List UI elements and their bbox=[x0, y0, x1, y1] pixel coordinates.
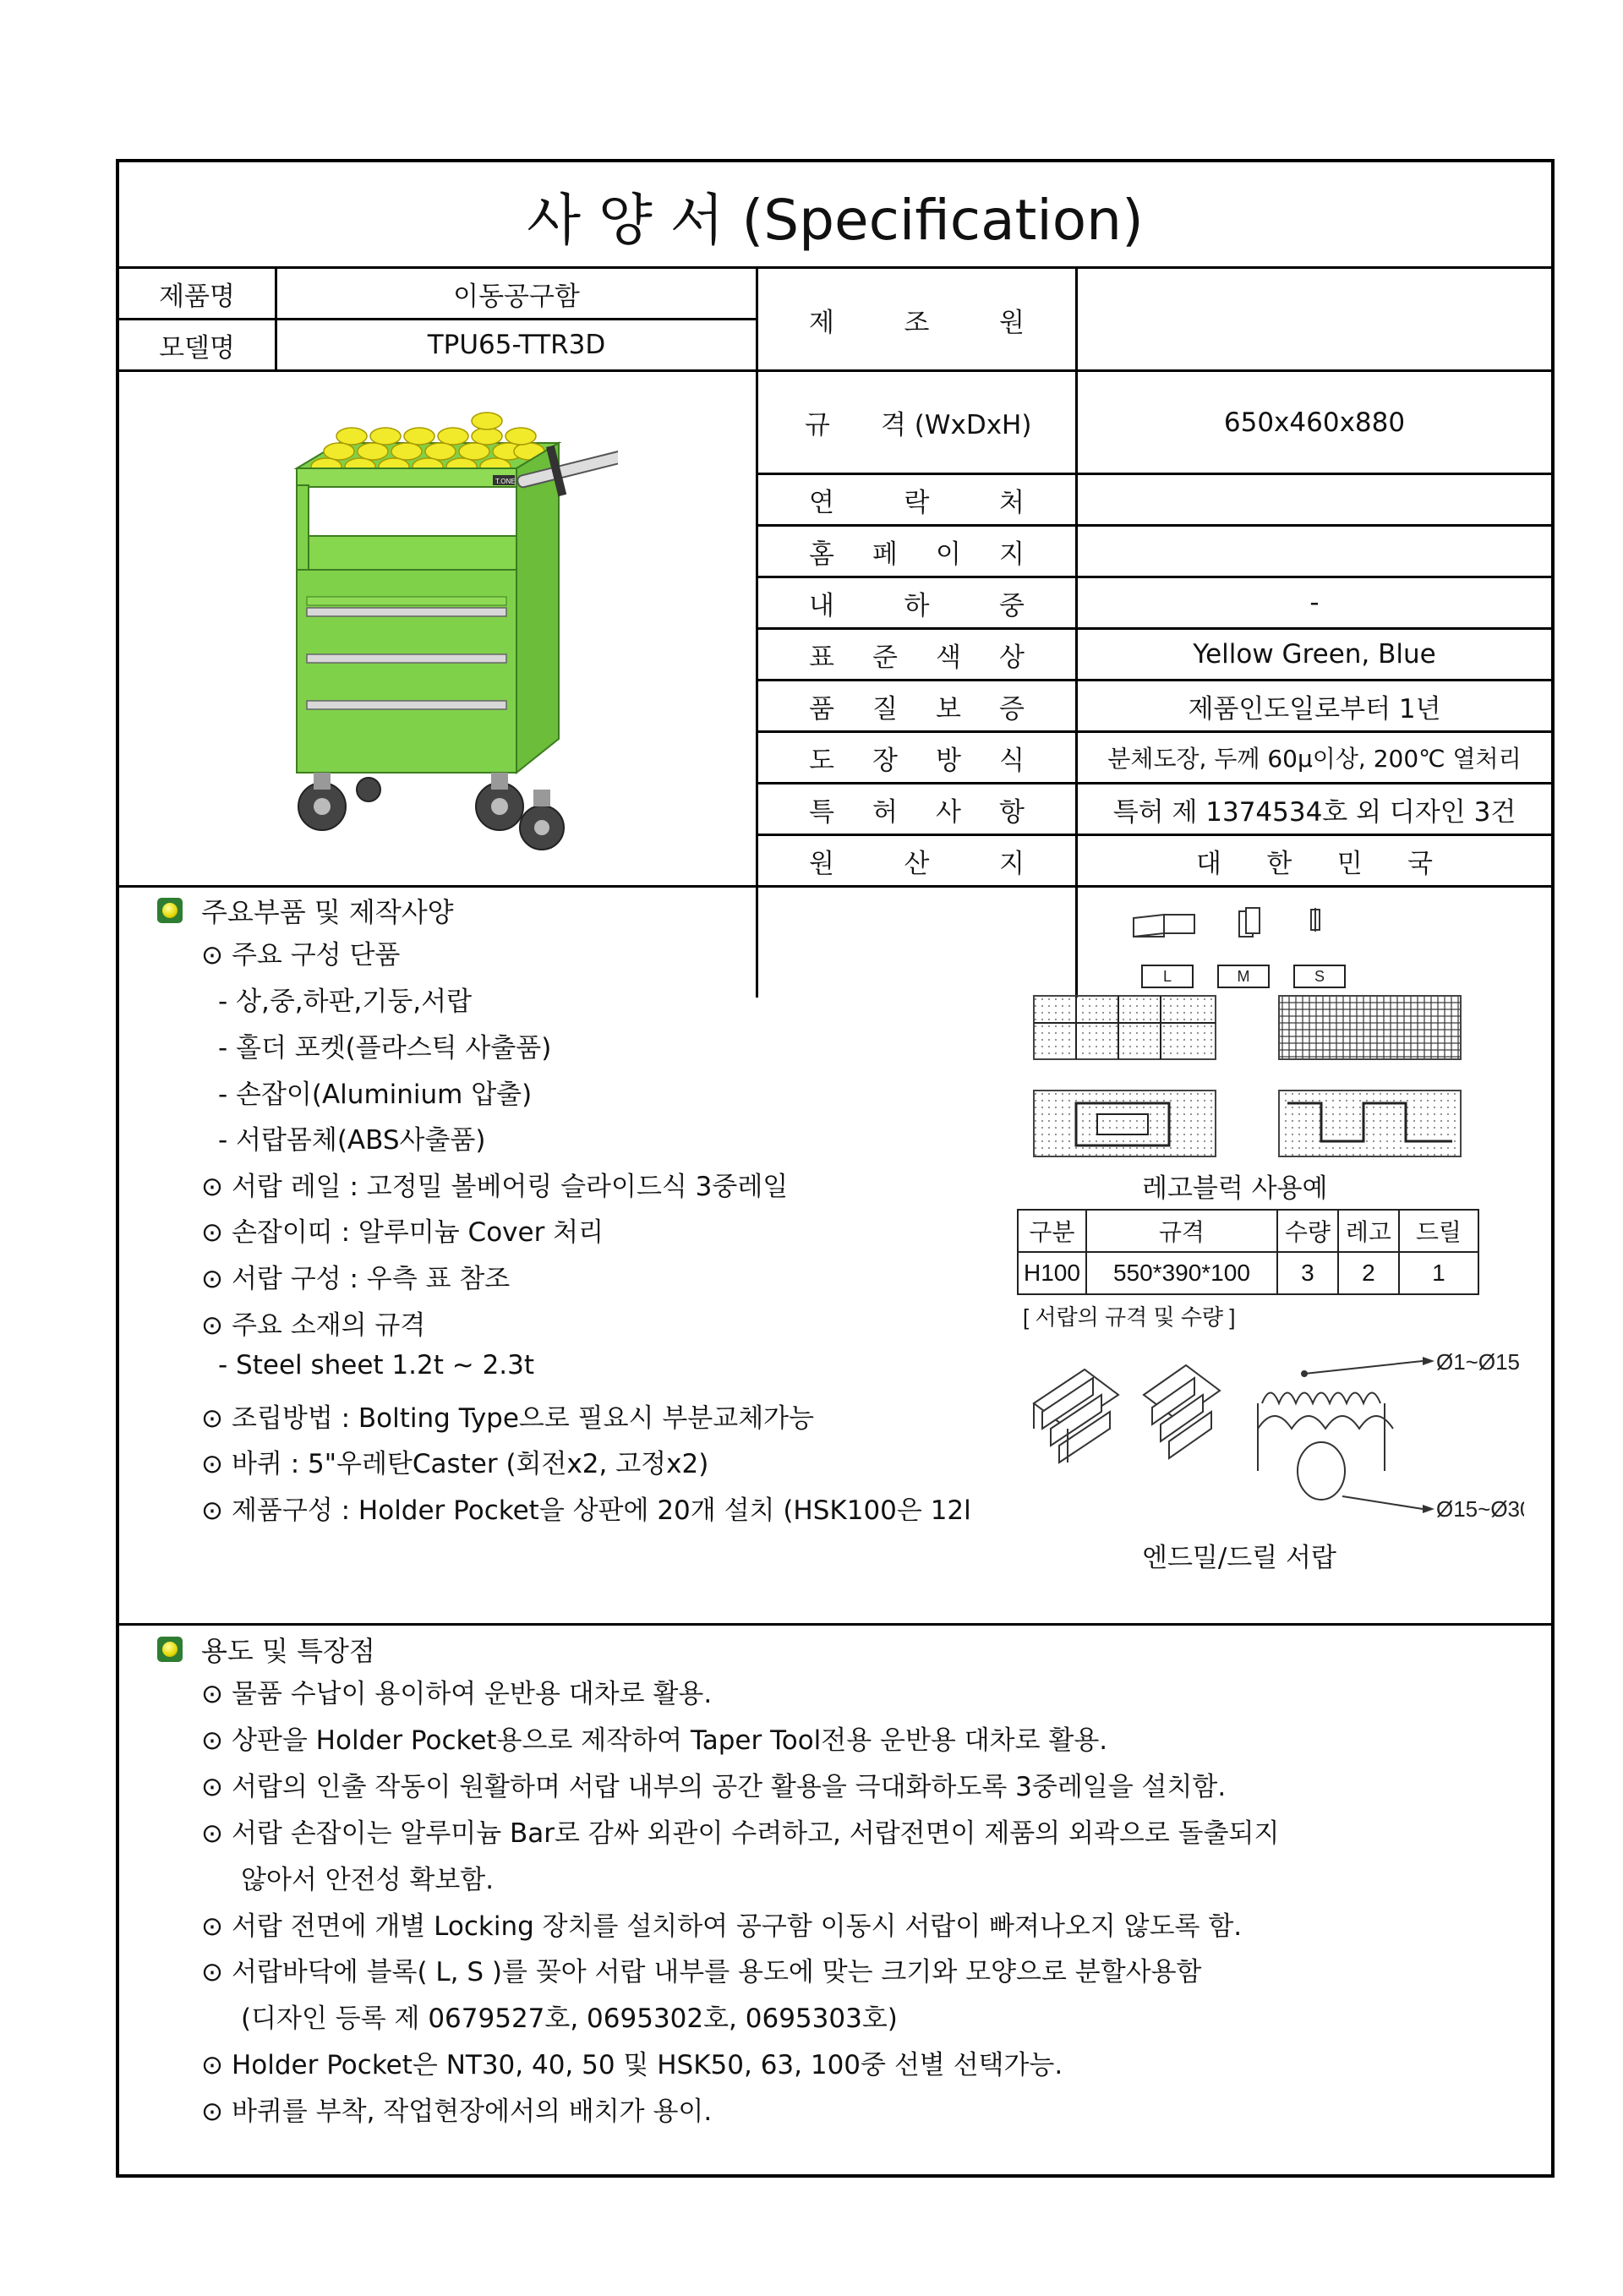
line-text: - Steel sheet 1.2t ~ 2.3t bbox=[218, 1350, 535, 1380]
divider bbox=[119, 318, 756, 320]
label-char: 처 bbox=[999, 487, 1025, 518]
label-char: 품 bbox=[809, 693, 834, 724]
line-text: 서랍 레일 : 고정밀 볼베어링 슬라이드식 3중레일 bbox=[231, 1172, 789, 1202]
feature-line bbox=[201, 1905, 1242, 1943]
bullet-square-icon bbox=[157, 898, 183, 923]
label-char: 지 bbox=[999, 538, 1025, 570]
line-text: - 서랍몸체(ABS사출품) bbox=[218, 1125, 486, 1156]
spec-line bbox=[218, 1073, 532, 1111]
spec-value-contact bbox=[1078, 475, 1551, 524]
spec-label-color bbox=[758, 630, 1075, 679]
feature-line bbox=[201, 1719, 1107, 1757]
model-value: TPU65-TTR3D bbox=[427, 330, 606, 360]
circle-dot-icon: ⊙ bbox=[201, 1403, 223, 1434]
spec-line bbox=[201, 1257, 510, 1295]
table-cell: 3 bbox=[1277, 1252, 1338, 1294]
spec-label-patent bbox=[758, 784, 1075, 834]
label-char: 색 bbox=[936, 642, 961, 673]
label-char: 이 bbox=[936, 538, 961, 570]
feature-line bbox=[241, 1858, 494, 1896]
feature-line bbox=[201, 1812, 1279, 1850]
line-text: 서랍의 인출 작동이 원활하며 서랍 내부의 공간 활용을 극대화하도록 3중레일을 설치함. bbox=[231, 1772, 1227, 1802]
circle-dot-icon: ⊙ bbox=[201, 1725, 223, 1756]
label-char: 하 bbox=[904, 590, 930, 621]
spec-line bbox=[201, 1442, 708, 1480]
drill-size-large: Ø15~Ø30 bbox=[1436, 1496, 1524, 1522]
spec-value-coating: 분체도장, 두께 60μ이상, 200℃ 열처리 bbox=[1107, 745, 1522, 773]
label-char: 지 bbox=[999, 848, 1025, 879]
label-char: 격 (WxDxH) bbox=[880, 410, 1032, 440]
circle-dot-icon: ⊙ bbox=[201, 1310, 223, 1341]
label-char: 사 bbox=[936, 796, 961, 828]
lego-caption: 레고블럭 사용예 bbox=[1142, 1173, 1328, 1204]
manufacturer-label bbox=[758, 269, 1075, 371]
tool-cart-illustration bbox=[263, 401, 618, 857]
label-char: 증 bbox=[999, 693, 1025, 724]
value-char: 한 bbox=[1266, 848, 1292, 879]
label-char: 내 bbox=[809, 590, 834, 621]
endmill-caption: 엔드밀/드릴 서랍 bbox=[1142, 1543, 1336, 1573]
model-label: 모델명 bbox=[159, 332, 235, 364]
section1-title: 주요부품 및 제작사양 bbox=[201, 896, 454, 928]
line-text: 제품구성 : Holder Pocket을 상판에 20개 설치 (HSK100은 12l bbox=[231, 1495, 971, 1526]
spec-value-warranty: 제품인도일로부터 1년 bbox=[1188, 693, 1441, 724]
label-char: 홈 bbox=[809, 538, 834, 570]
spec-label-coating bbox=[758, 733, 1075, 782]
label-char: 조 bbox=[904, 308, 930, 338]
label-char: 중 bbox=[999, 590, 1025, 621]
block-label-l: L bbox=[1162, 968, 1172, 985]
line-text: 서랍 전면에 개별 Locking 장치를 설치하여 공구함 이동시 서랍이 빠져나오지 않도록 함. bbox=[231, 1911, 1243, 1942]
line-text: 바퀴 : 5"우레탄Caster (회전x2, 고정x2) bbox=[231, 1449, 709, 1479]
feature-line bbox=[201, 1765, 1226, 1803]
label-char: 페 bbox=[872, 538, 898, 570]
spec-line bbox=[201, 1397, 814, 1435]
line-text: 바퀴를 부착, 작업현장에서의 배치가 용이. bbox=[231, 2096, 713, 2127]
lego-grid-examples bbox=[1025, 989, 1473, 1162]
spec-value-load: - bbox=[1309, 588, 1320, 618]
label-char: 산 bbox=[904, 848, 930, 879]
label-char: 장 bbox=[872, 745, 898, 776]
circle-dot-icon: ⊙ bbox=[201, 1957, 223, 1987]
label-char: 도 bbox=[809, 745, 834, 776]
manufacturer-value bbox=[1078, 269, 1551, 371]
block-label-s: S bbox=[1314, 968, 1325, 985]
value-char: 민 bbox=[1336, 848, 1363, 879]
spec-line bbox=[218, 980, 472, 1018]
line-text: Holder Pocket은 NT30, 40, 50 및 HSK50, 63, 100중 선별 선택가능. bbox=[231, 2050, 1063, 2080]
spec-value-color: Yellow Green, Blue bbox=[1193, 639, 1436, 670]
spec-label-origin bbox=[758, 836, 1075, 885]
line-text: 주요 구성 단품 bbox=[231, 940, 401, 970]
spec-label-load bbox=[758, 578, 1075, 627]
label-char: 준 bbox=[872, 642, 898, 673]
line-text: 않아서 안전성 확보함. bbox=[241, 1865, 495, 1895]
label-char: 표 bbox=[809, 642, 834, 673]
circle-dot-icon: ⊙ bbox=[201, 1172, 223, 1202]
section2-title: 용도 및 특장점 bbox=[201, 1635, 375, 1667]
table-header: 드릴 bbox=[1399, 1210, 1478, 1252]
circle-dot-icon: ⊙ bbox=[201, 1911, 223, 1942]
product-name-label: 제품명 bbox=[159, 281, 235, 312]
table-header: 규격 bbox=[1086, 1210, 1277, 1252]
line-text: - 손잡이(Aluminium 압출) bbox=[218, 1080, 533, 1110]
table-header: 레고 bbox=[1338, 1210, 1399, 1252]
feature-line bbox=[241, 1997, 898, 2035]
circle-dot-icon: ⊙ bbox=[201, 2096, 223, 2127]
label-char: 항 bbox=[999, 796, 1025, 828]
table-row bbox=[1018, 1252, 1478, 1294]
spec-line bbox=[218, 1118, 485, 1156]
label-char: 규 bbox=[805, 410, 830, 440]
line-text: 서랍 구성 : 우측 표 참조 bbox=[231, 1264, 511, 1294]
drill-size-small: Ø1~Ø15 bbox=[1436, 1349, 1521, 1375]
circle-dot-icon: ⊙ bbox=[201, 1818, 223, 1849]
label-char: 상 bbox=[999, 642, 1025, 673]
label-char: 원 bbox=[999, 308, 1025, 338]
spec-value-size: 650x460x880 bbox=[1223, 407, 1406, 438]
circle-dot-icon: ⊙ bbox=[201, 1772, 223, 1802]
section1-heading bbox=[157, 889, 454, 932]
table-header: 구분 bbox=[1018, 1210, 1086, 1252]
spec-line bbox=[218, 1350, 534, 1380]
line-text: 상판을 Holder Pocket용으로 제작하여 Taper Tool전용 운반용 대차로 활용. bbox=[231, 1725, 1108, 1756]
label-char: 질 bbox=[872, 693, 898, 724]
endmill-drill-illustration bbox=[1017, 1327, 1524, 1530]
bullet-square-icon bbox=[157, 1637, 183, 1662]
feature-line bbox=[201, 1950, 1202, 1988]
circle-dot-icon: ⊙ bbox=[201, 1264, 223, 1294]
label-char: 보 bbox=[936, 693, 961, 724]
spec-line bbox=[201, 1165, 788, 1203]
spec-value-origin bbox=[1078, 836, 1551, 885]
drill-holder-icons bbox=[1017, 1327, 1524, 1530]
spec-sheet-frame bbox=[116, 159, 1555, 2178]
spec-label-homepage bbox=[758, 527, 1075, 576]
section-divider bbox=[119, 885, 1551, 888]
table-cell: 550*390*100 bbox=[1086, 1252, 1277, 1294]
value-char: 국 bbox=[1407, 848, 1433, 879]
label-char: 허 bbox=[872, 796, 898, 828]
page-title: 사 양 서 (Specification) bbox=[527, 188, 1144, 253]
label-char: 락 bbox=[904, 487, 930, 518]
label-char: 원 bbox=[809, 848, 834, 879]
spec-value-homepage bbox=[1078, 527, 1551, 576]
spec-line bbox=[201, 933, 400, 971]
drawer-spec-table bbox=[1017, 1209, 1479, 1336]
line-text: 손잡이띠 : 알루미늄 Cover 처리 bbox=[231, 1217, 604, 1248]
label-char: 방 bbox=[936, 745, 961, 776]
spec-line bbox=[201, 1211, 604, 1249]
product-name-value: 이동공구함 bbox=[453, 281, 580, 312]
spec-label-warranty bbox=[758, 681, 1075, 730]
circle-dot-icon: ⊙ bbox=[201, 1495, 223, 1526]
spec-label-contact bbox=[758, 475, 1075, 524]
table-header: 수량 bbox=[1277, 1210, 1338, 1252]
circle-dot-icon: ⊙ bbox=[201, 1449, 223, 1479]
section2-heading bbox=[157, 1628, 375, 1670]
lego-block-icons bbox=[1125, 898, 1480, 991]
line-text: 서랍바닥에 블록( L, S )를 꽂아 서랍 내부를 용도에 맞는 크기와 모양으로 분할사용함 bbox=[231, 1957, 1202, 1987]
block-illustration bbox=[1125, 898, 1480, 991]
table-cell: H100 bbox=[1018, 1252, 1086, 1294]
line-text: (디자인 등록 제 0679527호, 0695302호, 0695303호) bbox=[241, 2004, 898, 2034]
spec-label-size bbox=[758, 372, 1075, 473]
circle-dot-icon: ⊙ bbox=[201, 1679, 223, 1709]
circle-dot-icon: ⊙ bbox=[201, 2050, 223, 2080]
label-char: 연 bbox=[809, 487, 834, 518]
brand-label: T.ONE bbox=[495, 478, 516, 485]
section-divider bbox=[119, 1623, 1551, 1626]
table-cell: 2 bbox=[1338, 1252, 1399, 1294]
line-text: 서랍 손잡이는 알루미늄 Bar로 감싸 외관이 수려하고, 서랍전면이 제품의 외곽으로 돌출되지 bbox=[231, 1818, 1280, 1849]
block-label-m: M bbox=[1237, 968, 1250, 985]
spec-line bbox=[218, 1026, 551, 1064]
table-header-row bbox=[1018, 1210, 1478, 1252]
line-text: 조립방법 : Bolting Type으로 필요시 부분교체가능 bbox=[231, 1403, 815, 1434]
label-char: 식 bbox=[999, 745, 1025, 776]
divider bbox=[275, 269, 277, 371]
line-text: - 홀더 포켓(플라스틱 사출품) bbox=[218, 1033, 552, 1063]
line-text: - 상,중,하판,기둥,서랍 bbox=[218, 987, 473, 1017]
table-cell: 1 bbox=[1399, 1252, 1478, 1294]
label-char: 제 bbox=[809, 308, 834, 338]
feature-line bbox=[201, 2090, 712, 2128]
product-image bbox=[263, 401, 618, 857]
value-char: 대 bbox=[1196, 848, 1221, 879]
spec-value-patent: 특허 제 1374534호 외 디자인 3건 bbox=[1112, 796, 1516, 828]
circle-dot-icon: ⊙ bbox=[201, 1217, 223, 1248]
line-text: 주요 소재의 규격 bbox=[231, 1310, 426, 1341]
feature-line bbox=[201, 2043, 1063, 2081]
table-caption: [ 서랍의 규격 및 수량 ] bbox=[1023, 1304, 1236, 1330]
spec-line bbox=[201, 1489, 971, 1527]
label-char: 특 bbox=[809, 796, 834, 828]
circle-dot-icon: ⊙ bbox=[201, 940, 223, 970]
line-text: 물품 수납이 용이하여 운반용 대차로 활용. bbox=[231, 1679, 713, 1709]
feature-line bbox=[201, 1672, 712, 1710]
spec-line bbox=[201, 1304, 425, 1342]
drawer-grid-illustrations bbox=[1025, 989, 1473, 1162]
